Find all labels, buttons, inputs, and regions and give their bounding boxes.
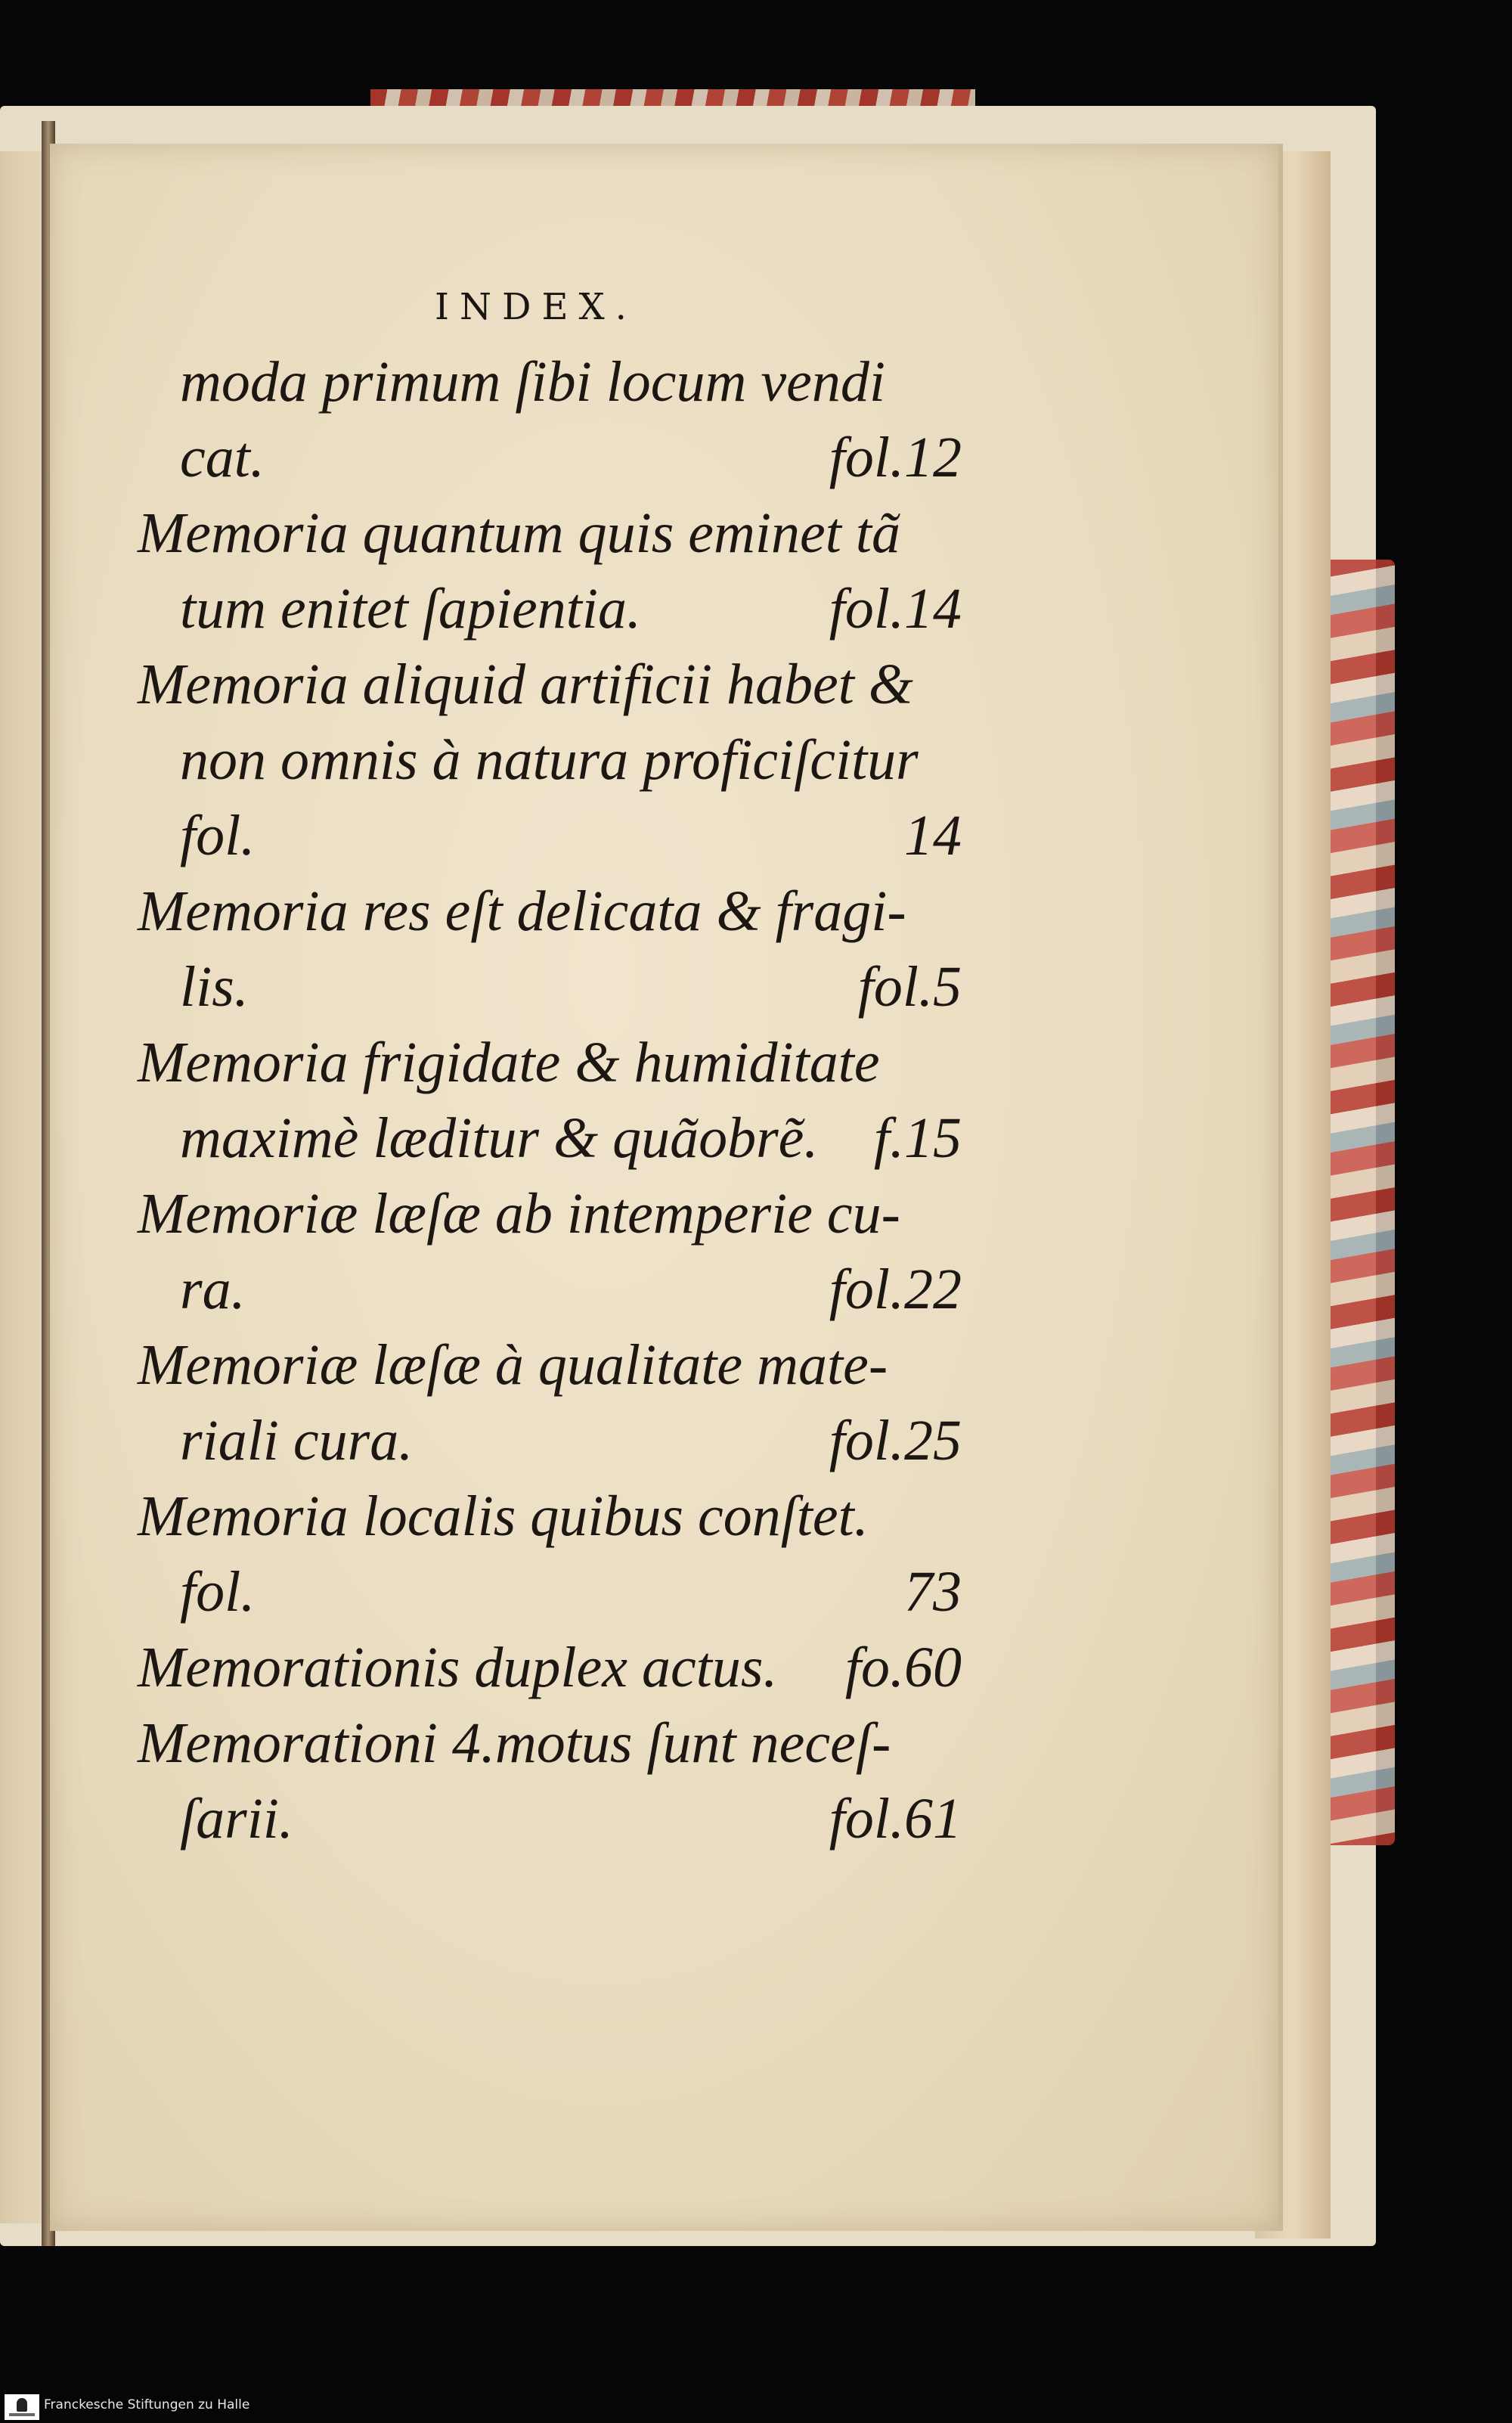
index-entry-folio: fol.61 [829, 1787, 962, 1851]
index-line [138, 1403, 962, 1478]
index-entry-text: Memoriæ læſæ ab intemperie cu- [138, 1182, 900, 1246]
index-entry-text: Memoria frigidate & humiditate [138, 1031, 880, 1094]
index-line [138, 1025, 962, 1100]
index-line [138, 1252, 962, 1327]
index-line [138, 495, 962, 571]
index-entry-folio: fol.22 [829, 1258, 962, 1321]
library-logo [5, 2394, 39, 2420]
index-line [138, 647, 962, 722]
index-line [138, 1327, 962, 1403]
library-credit: Franckesche Stiftungen zu Halle [44, 2397, 250, 2412]
index-entry-folio: fol.14 [829, 577, 962, 641]
index-entry-text: fol. [180, 804, 256, 867]
index-entry-folio: fo.60 [844, 1636, 962, 1699]
index-entry-folio: fol.12 [829, 426, 962, 489]
index-entry-folio: 14 [904, 804, 962, 867]
index-line [138, 1176, 962, 1252]
index-entry-folio: fol.25 [829, 1409, 962, 1472]
library-logo-icon [17, 2398, 27, 2412]
index-entry-text: Memorationi 4.motus ſunt neceſ- [138, 1711, 891, 1775]
index-entry-text: Memoria res eſt delicata & fragi- [138, 880, 906, 943]
left-page-edge [0, 151, 44, 2223]
index-line [138, 344, 962, 420]
index-line [138, 722, 962, 798]
index-line [138, 949, 962, 1025]
index-entries [138, 344, 962, 1857]
index-entry-text: Memoria aliquid artificii habet & [138, 653, 913, 716]
index-entry-text: Memoria localis quibus conſtet. [138, 1485, 869, 1548]
index-entry-text: Memoria quantum quis eminet tã [138, 501, 901, 565]
index-entry-text: cat. [180, 426, 265, 489]
index-entry-text: Memorationis duplex actus. [138, 1636, 778, 1699]
index-entry-text: moda primum ſibi locum vendi [180, 350, 886, 414]
index-line [138, 1781, 962, 1857]
index-line [138, 798, 962, 873]
index-entry-text: lis. [180, 955, 249, 1019]
index-entry-text: Memoriæ læſæ à qualitate mate- [138, 1333, 888, 1397]
index-line [138, 1630, 962, 1705]
running-head: INDEX. [435, 286, 637, 328]
index-entry-folio: f.15 [873, 1106, 962, 1170]
index-entry-text: ſarii. [180, 1787, 293, 1851]
index-entry-text: maximè læditur & quãobrẽ. [180, 1106, 819, 1170]
index-entry-text: fol. [180, 1560, 256, 1624]
index-entry-text: non omnis à natura proficiſcitur [180, 728, 919, 792]
index-entry-text: riali cura. [180, 1409, 414, 1472]
index-entry-text: tum enitet ſapientia. [180, 577, 642, 641]
index-entry-folio: fol.5 [857, 955, 962, 1019]
index-line [138, 571, 962, 647]
index-entry-folio: 73 [904, 1560, 962, 1624]
index-line [138, 873, 962, 949]
index-entry-text: ra. [180, 1258, 246, 1321]
index-line [138, 420, 962, 495]
index-line [138, 1100, 962, 1176]
index-line [138, 1478, 962, 1554]
index-line [138, 1554, 962, 1630]
index-line [138, 1705, 962, 1781]
